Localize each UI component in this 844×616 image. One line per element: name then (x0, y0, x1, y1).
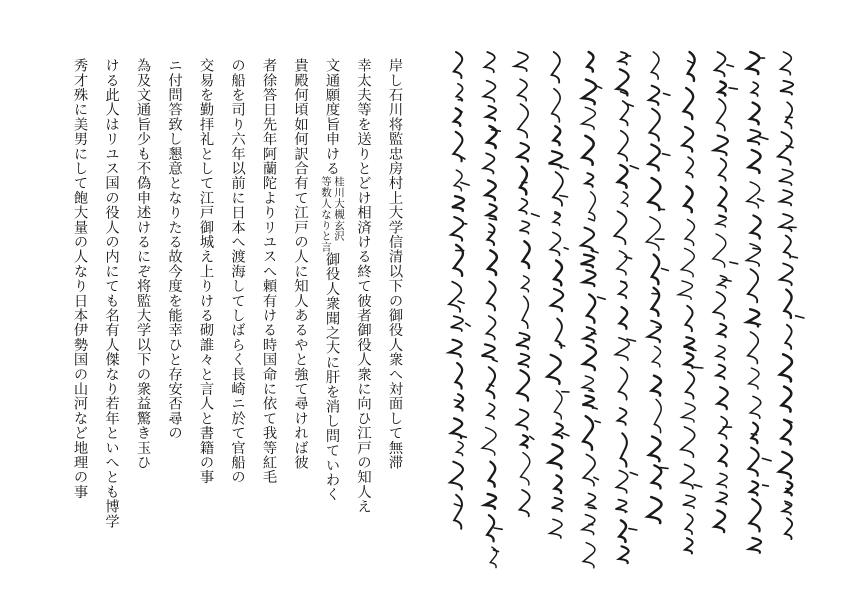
ink-stroke (785, 325, 791, 349)
ink-stroke (682, 403, 695, 422)
ink-stroke (547, 355, 560, 384)
ink-stroke (649, 109, 659, 141)
ink-stroke (584, 327, 595, 342)
transcription-line-11: 秀才殊に美男にして飽大量の人なり日本伊勢国の山河など地理の事 (72, 58, 88, 499)
ink-stroke (550, 519, 562, 538)
ink-stroke (489, 462, 496, 487)
ink-stroke (747, 182, 760, 208)
ink-stroke (686, 372, 695, 399)
ink-stroke (562, 433, 569, 436)
ink-stroke (487, 367, 495, 398)
ink-stroke (763, 485, 769, 486)
ink-stroke (729, 88, 737, 89)
ink-stroke (684, 186, 692, 212)
ink-stroke (487, 404, 494, 420)
ink-stroke (780, 354, 792, 381)
ink-stroke (718, 387, 728, 409)
ink-stroke (484, 81, 496, 102)
transcription-line-2: 幸太夫等を送りとどけ相済ける終て彼者御役人衆に向ひ江戸の知人え (355, 58, 372, 514)
ink-stroke (751, 216, 761, 239)
ink-stroke (750, 396, 761, 418)
ink-stroke (781, 52, 792, 75)
ink-stroke (750, 103, 759, 125)
ink-stroke (585, 173, 593, 187)
ink-stroke (552, 89, 560, 122)
ink-stroke (582, 107, 596, 129)
ink-stroke (552, 52, 560, 83)
ink-stroke (487, 282, 496, 311)
ink-stroke (615, 338, 629, 361)
ink-stroke (660, 468, 668, 469)
ink-stroke (520, 167, 527, 195)
ink-stroke (523, 241, 530, 268)
transcription-line-7: 交易を勤拝礼として江戸御城え上りける砌誰々と言人と書籍の事 (198, 58, 214, 485)
manuscript-column-4 (678, 52, 702, 554)
ink-stroke (516, 333, 530, 349)
ink-stroke (456, 394, 463, 410)
printed-transcription (30, 58, 410, 528)
ink-stroke (452, 196, 464, 211)
ink-stroke (549, 444, 563, 468)
ink-stroke (749, 150, 761, 173)
ink-stroke (560, 196, 568, 197)
ink-stroke (560, 345, 565, 346)
manuscript-column-1 (778, 52, 804, 539)
ink-stroke (782, 387, 792, 412)
ink-stroke (648, 321, 661, 343)
ink-stroke (554, 126, 561, 145)
ink-stroke (451, 316, 463, 331)
ink-stroke (730, 262, 738, 264)
ink-stroke (756, 324, 761, 325)
ink-stroke (549, 151, 563, 167)
ink-stroke (716, 346, 725, 360)
ink-stroke (518, 143, 529, 162)
ink-stroke (749, 448, 759, 476)
ink-stroke (714, 292, 726, 319)
ink-stroke (556, 319, 562, 348)
ink-stroke (716, 365, 725, 379)
ink-stroke (625, 257, 632, 259)
ink-stroke (456, 363, 463, 389)
ink-stroke (520, 199, 528, 214)
ink-stroke (449, 282, 461, 312)
ink-stroke (621, 433, 627, 466)
ink-stroke (487, 204, 496, 219)
ink-stroke (750, 481, 758, 495)
ink-stroke (582, 80, 596, 105)
ink-stroke (555, 475, 562, 493)
ink-stroke (489, 232, 494, 233)
ink-stroke (762, 458, 771, 460)
ink-stroke (717, 99, 726, 131)
interlinear-note-b: 等数人なりと言 (320, 175, 332, 252)
ink-stroke (619, 52, 628, 65)
ink-stroke (719, 187, 727, 212)
ink-stroke (652, 288, 660, 316)
ink-stroke (582, 396, 594, 408)
ink-stroke (618, 408, 627, 425)
ink-stroke (750, 499, 761, 531)
ink-stroke (785, 518, 792, 539)
ink-stroke (651, 52, 659, 79)
ink-stroke (491, 130, 500, 132)
ink-stroke (694, 485, 702, 487)
ink-stroke (678, 281, 692, 299)
ink-stroke (621, 282, 626, 283)
ink-stroke (530, 436, 534, 439)
ink-stroke (454, 52, 462, 78)
ink-stroke (718, 473, 728, 487)
ink-stroke (522, 276, 530, 292)
ink-stroke (649, 86, 659, 105)
transcription-line-8: ニ付問答致し懇意となりたる故今度を能幸ひと存安否尋の (166, 58, 183, 441)
interlinear-note-a: 桂川大槻玄沢 (333, 175, 345, 242)
transcription-line-3-head: 文通願度旨申ける (324, 58, 340, 176)
ink-stroke (583, 543, 595, 568)
ink-stroke (648, 145, 659, 171)
ink-stroke (646, 217, 660, 251)
ink-stroke (598, 297, 606, 299)
manuscript-column-6 (614, 52, 638, 563)
ink-stroke (458, 301, 464, 303)
ink-stroke (454, 495, 462, 529)
ink-stroke (796, 316, 804, 318)
ink-stroke (718, 324, 726, 337)
ink-stroke (685, 219, 694, 245)
ink-stroke (583, 136, 594, 165)
ink-stroke (532, 214, 540, 217)
manuscript-column-11 (449, 52, 470, 529)
ink-stroke (779, 452, 792, 479)
ink-stroke (748, 332, 759, 364)
ink-stroke (694, 367, 703, 368)
transcription-line-3-tail: 御役人衆聞之大に肝を消し問ていわく (324, 251, 340, 502)
ink-stroke (486, 180, 496, 200)
ink-stroke (454, 245, 463, 276)
ink-stroke (594, 477, 599, 479)
ink-stroke (688, 52, 695, 81)
transcription-line-5: 者徐答日先年阿蘭陀よりリユスへ頼有ける時国命に依て我等紅毛 (261, 58, 277, 485)
ink-stroke (521, 453, 530, 485)
transcription-line-10: ける此人はリユス国の役人の内にても名有人傑なり若年といへとも博学 (103, 58, 120, 529)
ink-stroke (564, 248, 568, 249)
ink-stroke (685, 514, 692, 534)
ink-stroke (752, 82, 759, 96)
ink-stroke (461, 183, 469, 186)
ink-stroke (783, 501, 792, 514)
ink-stroke (485, 52, 495, 72)
ink-stroke (681, 427, 695, 457)
ink-stroke (784, 236, 791, 258)
ink-stroke (688, 61, 694, 64)
ink-stroke (618, 165, 627, 188)
ink-stroke (715, 52, 726, 76)
ink-stroke (583, 345, 596, 370)
ink-stroke (583, 376, 594, 391)
ink-stroke (684, 88, 693, 119)
ink-stroke (581, 255, 595, 268)
manuscript-column-2 (747, 52, 772, 553)
ink-stroke (717, 492, 727, 504)
ink-stroke (751, 434, 756, 435)
ink-stroke (782, 420, 792, 445)
ink-stroke (583, 270, 595, 286)
ink-stroke (780, 81, 793, 95)
ink-stroke (722, 279, 731, 281)
ink-stroke (759, 137, 768, 140)
ink-stroke (450, 462, 463, 490)
ink-stroke (518, 354, 529, 367)
manuscript-strokes (425, 30, 815, 590)
ink-stroke (652, 465, 661, 488)
ink-stroke (662, 269, 669, 271)
ink-stroke (483, 153, 494, 173)
ink-stroke (494, 528, 502, 529)
ink-stroke (685, 306, 692, 331)
ink-stroke (649, 437, 660, 462)
ink-stroke (517, 409, 529, 429)
ink-stroke (451, 217, 463, 241)
ink-stroke (715, 510, 725, 532)
ink-stroke (466, 323, 470, 326)
ink-stroke (780, 264, 793, 286)
ink-stroke (589, 192, 595, 219)
ink-stroke (752, 423, 759, 444)
ink-stroke (718, 276, 727, 288)
ink-stroke (619, 520, 626, 542)
ink-stroke (487, 515, 494, 541)
ink-stroke (586, 493, 595, 508)
ink-stroke (654, 399, 661, 432)
transcription-line-1: 岸し石川将監忠房村上大学信清以下の御役人衆へ対面して無滞 (387, 58, 403, 470)
ink-stroke (681, 248, 694, 276)
ink-stroke (454, 400, 459, 401)
ink-stroke (550, 232, 560, 255)
ink-stroke (780, 214, 793, 231)
ink-stroke (617, 69, 629, 95)
ink-stroke (482, 344, 495, 359)
ink-stroke (589, 219, 595, 221)
ink-stroke (689, 348, 696, 350)
ink-stroke (614, 211, 626, 244)
ink-stroke (719, 82, 726, 96)
ink-stroke (786, 504, 790, 506)
ink-stroke (747, 244, 761, 266)
ink-stroke (520, 490, 530, 516)
ink-stroke (648, 497, 662, 523)
transcription-line-9: 為及文通旨少も不偽申述けるにぞ将監大学以下の衆益驚き玉ひ (135, 58, 151, 470)
ink-stroke (747, 130, 760, 145)
ink-stroke (619, 546, 629, 563)
ink-stroke (758, 199, 764, 201)
ink-stroke (587, 294, 595, 322)
ink-stroke (583, 416, 593, 450)
transcription-line-4: 貴殿何頃如何訳合有て江戸の人に知人あるやと強て尋ければ彼 (292, 58, 309, 470)
ink-stroke (555, 423, 563, 438)
ink-stroke (563, 167, 568, 169)
ink-stroke (456, 442, 463, 456)
ink-stroke (518, 370, 530, 400)
ink-stroke (617, 251, 627, 275)
ink-stroke (719, 159, 726, 181)
ink-stroke (587, 52, 593, 72)
ink-stroke (627, 339, 635, 341)
ink-stroke (779, 169, 793, 185)
ink-stroke (589, 524, 593, 525)
transcription-line-6: の船を司り六年以前に日本へ渡海してしばらく長崎ニ於て官船の (229, 58, 246, 485)
ink-stroke (485, 494, 496, 509)
ink-stroke (619, 368, 628, 400)
ink-stroke (682, 127, 693, 152)
ink-stroke (581, 228, 594, 252)
ink-stroke (554, 261, 562, 286)
ink-stroke (553, 172, 563, 206)
ink-stroke (454, 504, 460, 506)
ink-stroke (727, 65, 734, 67)
ink-stroke (518, 104, 528, 138)
ink-stroke (652, 376, 661, 396)
transcription-line-3 (316, 58, 348, 528)
ink-stroke (686, 157, 693, 177)
ink-stroke (619, 281, 627, 298)
ink-stroke (719, 445, 727, 466)
manuscript-column-10 (482, 52, 503, 568)
ink-stroke (747, 52, 759, 74)
ink-stroke (620, 307, 628, 329)
ink-stroke (449, 340, 461, 357)
ink-stroke (522, 296, 528, 328)
ink-stroke (785, 102, 792, 128)
interlinear-note (319, 176, 345, 252)
ink-stroke (552, 498, 563, 512)
ink-stroke (519, 221, 529, 234)
ink-stroke (490, 118, 495, 119)
manuscript-column-9 (515, 52, 540, 516)
ink-stroke (551, 289, 563, 311)
manuscript-column-5 (646, 52, 670, 523)
ink-stroke (780, 190, 792, 205)
ink-stroke (652, 255, 659, 285)
ink-stroke (622, 192, 628, 207)
ink-stroke (681, 464, 694, 488)
ink-stroke (786, 117, 792, 118)
ink-stroke (748, 269, 758, 302)
ink-stroke (685, 353, 694, 368)
ink-stroke (589, 391, 594, 392)
ink-stroke (685, 538, 693, 553)
ink-stroke (663, 154, 670, 156)
ink-stroke (515, 52, 528, 71)
ink-stroke (630, 473, 637, 476)
ink-stroke (616, 471, 627, 493)
manuscript-column-8 (547, 52, 569, 538)
ink-stroke (749, 368, 759, 389)
ink-stroke (518, 79, 527, 101)
ink-stroke (683, 495, 695, 508)
ink-stroke (649, 178, 661, 210)
ink-stroke (454, 170, 462, 191)
manuscript-column-3 (713, 52, 738, 532)
ink-stroke (713, 234, 726, 267)
ink-stroke (792, 257, 798, 258)
ink-stroke (492, 359, 497, 361)
ink-stroke (487, 224, 494, 245)
ink-stroke (486, 316, 495, 340)
ink-stroke (488, 250, 497, 275)
ink-stroke (583, 454, 595, 485)
ink-stroke (630, 166, 638, 169)
ink-stroke (663, 93, 670, 95)
ink-stroke (482, 428, 496, 456)
ink-stroke (786, 488, 790, 489)
ink-stroke (456, 84, 462, 101)
ink-stroke (463, 223, 467, 224)
ink-stroke (714, 136, 728, 156)
ink-stroke (629, 529, 637, 530)
ink-stroke (753, 248, 760, 249)
ink-stroke (618, 131, 627, 161)
ink-stroke (521, 435, 528, 447)
ink-stroke (554, 391, 562, 419)
ink-stroke (784, 290, 791, 318)
handwritten-manuscript-image (425, 30, 815, 590)
ink-stroke (493, 550, 498, 552)
ink-stroke (652, 346, 660, 367)
ink-stroke (749, 538, 761, 553)
ink-stroke (595, 421, 600, 423)
manuscript-column-7 (581, 52, 606, 568)
ink-stroke (778, 132, 792, 165)
